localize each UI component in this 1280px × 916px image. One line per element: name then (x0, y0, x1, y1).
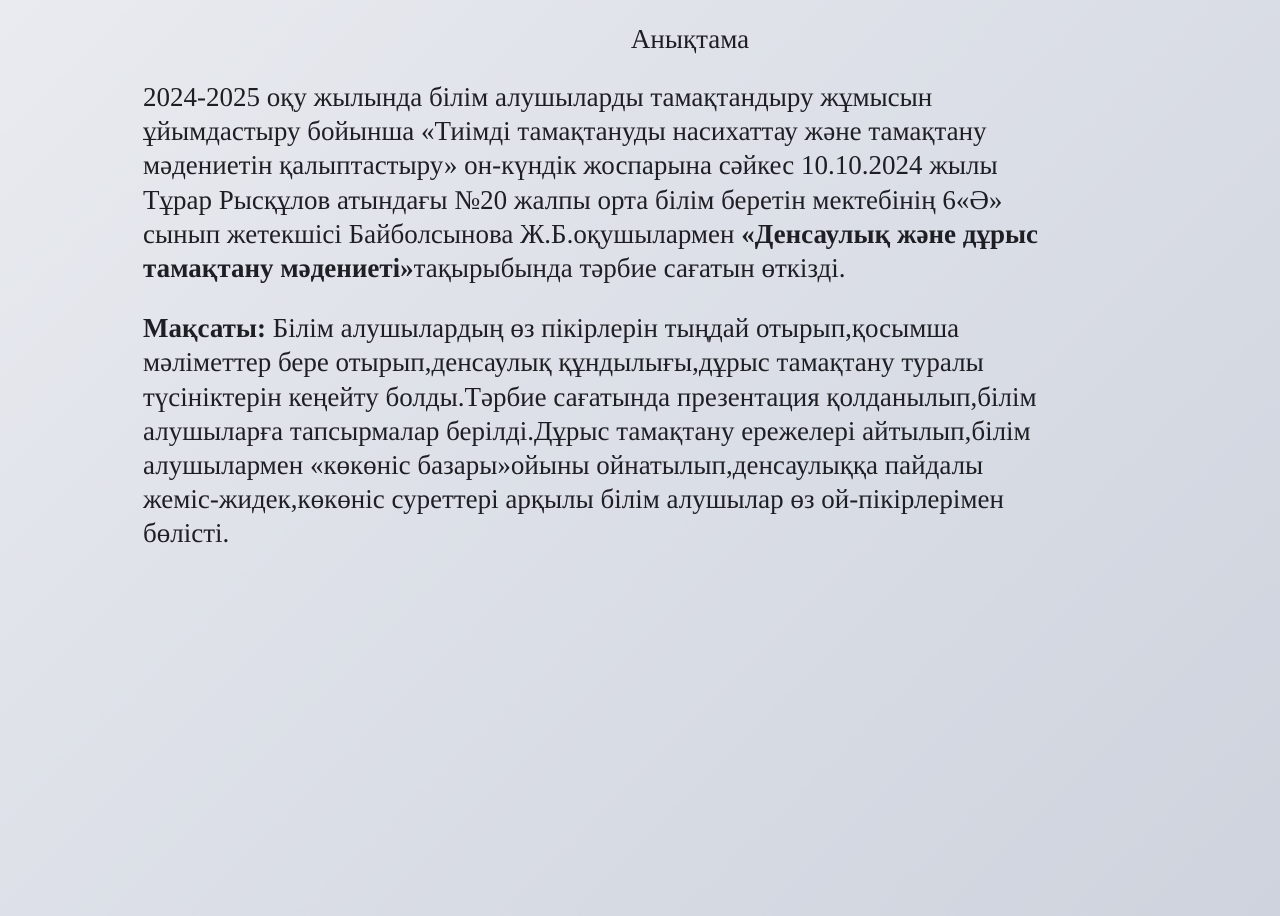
goal-paragraph (143, 311, 1243, 550)
intro-paragraph (143, 80, 1243, 285)
paragraph-line: алушыларға тапсырмалар берілді.Дұрыс тамақтану ережелері айтылып,білім (143, 415, 1031, 446)
paragraph-line: ұйымдастыру бойынша «Тиімді тамақтануды насихаттау және тамақтану (143, 116, 987, 147)
paragraph-line (143, 217, 1243, 251)
line-text: сынып жетекшісі Байболсынова Ж.Б.оқушылармен (143, 218, 742, 249)
document-title: Анықтама (630, 24, 750, 54)
line-text: тақырыбында тәрбие сағатын өткізді. (413, 253, 846, 284)
topic-title-part: «Денсаулық және дұрыс (741, 218, 1039, 249)
paragraph-line: алушылармен «көкөніс базары»ойыны ойнатылып,денсаулыққа пайдалы (143, 450, 984, 481)
paragraph-line (143, 311, 1243, 345)
paragraph-line (143, 251, 1243, 285)
goal-label: Мақсаты: (143, 313, 266, 344)
paragraph-line: жеміс-жидек,көкөніс суреттері арқылы білім алушылар өз ой-пікірлерімен (143, 484, 1004, 515)
topic-title-part: тамақтану мәдениеті» (143, 253, 414, 284)
document-body (143, 80, 1243, 551)
paragraph-line: 2024-2025 оқу жылында білім алушыларды тамақтандыру жұмысын (143, 82, 933, 112)
paragraph-line: мәдениетін қалыптастыру» он-күндік жоспарына сәйкес 10.10.2024 жылы (143, 150, 998, 181)
paragraph-line: Тұрар Рысқұлов атындағы №20 жалпы орта білім беретін мектебінің 6«Ә» (143, 184, 1003, 215)
paragraph-line: бөлісті. (143, 518, 230, 549)
paragraph-line: түсініктерін кеңейту болды.Тәрбие сағатында презентация қолданылып,білім (143, 381, 1037, 412)
paragraph-spacer (143, 285, 1243, 311)
line-text: Білім алушылардың өз пікірлерін тыңдай отырып,қосымша (266, 313, 960, 344)
paragraph-line: мәліметтер бере отырып,денсаулық құндылығы,дұрыс тамақтану туралы (143, 347, 984, 378)
